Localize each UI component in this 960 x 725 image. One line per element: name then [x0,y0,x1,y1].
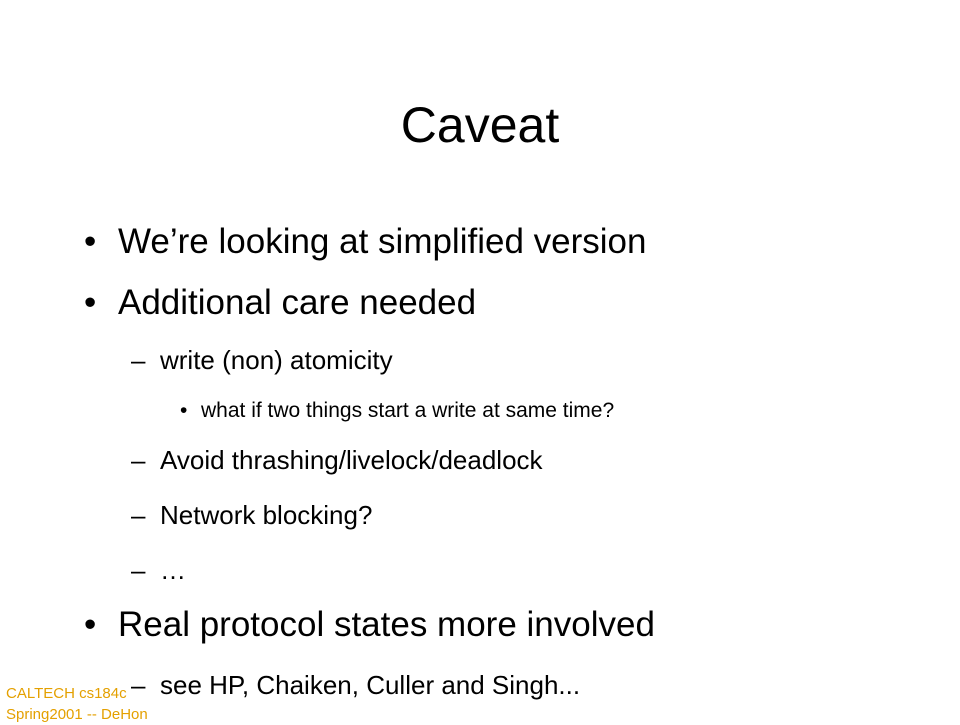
dash-marker: – [131,500,146,530]
slide-footer [6,683,148,725]
slide-title: Caveat [400,97,560,153]
sub-item: Avoid thrashing/livelock/deadlock [160,445,543,475]
sub-item: write (non) atomicity [160,345,393,375]
sub-item: Network blocking? [160,500,373,530]
footer-course: CALTECH cs184c [6,685,127,702]
bullet-item: We’re looking at simplified version [118,222,647,261]
sub-item: see HP, Chaiken, Culler and Singh... [160,670,581,700]
bullet-item: Additional care needed [118,283,477,322]
dash-marker: – [131,555,146,585]
sub-item: … [160,555,186,585]
bullet-marker: • [84,283,97,322]
footer-term: Spring2001 -- DeHon [6,706,148,723]
bullet-marker: • [84,605,97,644]
bullet-marker: • [84,222,97,261]
dash-marker: – [131,670,146,700]
sub-sub-item: what if two things start a write at same time? [201,399,615,422]
dash-marker: – [131,445,146,475]
dash-marker: – [131,345,146,375]
bullet-item: Real protocol states more involved [118,605,655,644]
sub-bullet-marker: • [180,399,188,422]
